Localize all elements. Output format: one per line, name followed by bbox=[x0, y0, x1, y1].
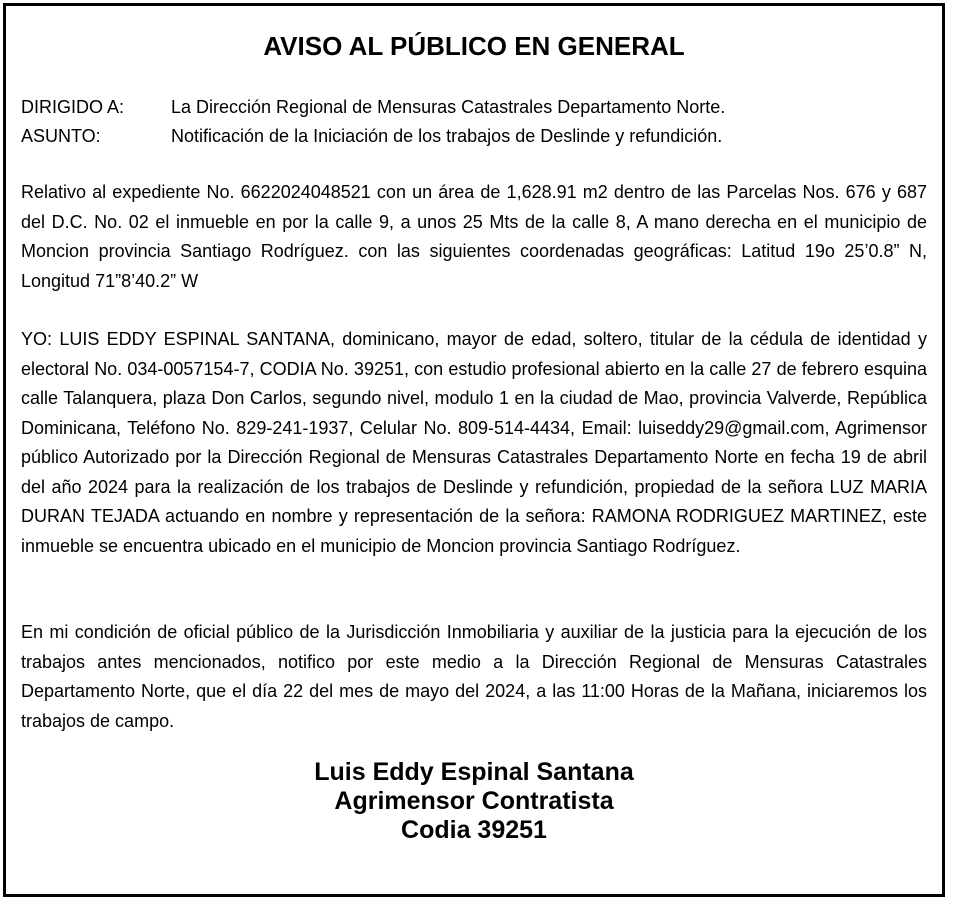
addressed-to-label: DIRIGIDO A: bbox=[21, 97, 125, 117]
signature-codia: Codia 39251 bbox=[401, 816, 547, 844]
addressed-to-row bbox=[21, 96, 725, 118]
signature-role: Agrimensor Contratista bbox=[334, 787, 614, 815]
addressed-to-value: La Dirección Regional de Mensuras Catastrales Departamento Norte. bbox=[171, 97, 726, 117]
signature-name: Luis Eddy Espinal Santana bbox=[314, 758, 634, 786]
signature-block bbox=[6, 758, 942, 845]
notice-frame bbox=[3, 3, 945, 897]
paragraph-property-details: Relativo al expediente No. 6622024048521 con un área de 1,628.91 m2 dentro de las Parcelas Nos. 676 y 687 del D.C. No. 02 el inmueble en por la calle 9, a unos 25 Mts de la calle 8, A mano derecha en el municipio de Moncion provincia Santiago Rodríguez. con las siguientes coordenadas geográficas: Latitud 19o 25’0.8” N, Longitud 71”8’40.2” W bbox=[21, 182, 927, 291]
paragraph-surveyor-identification: YO: LUIS EDDY ESPINAL SANTANA, dominicano, mayor de edad, soltero, titular de la cédula de identidad y electoral No. 034-0057154-7, CODIA No. 39251, con estudio profesional abierto en la calle 27 de febrero esquina calle Talanquera, plaza Don Carlos, segundo nivel, modulo 1 en la ciudad de Mao, provincia Valverde, República Dominicana, Teléfono No. 829-241-1937, Celular No. 809-514-4434, Email: luiseddy29@gmail.com, Agrimensor público Autorizado por la Dirección Regional de Mensuras Catastrales Departamento Norte en fecha 19 de abril del año 2024 para la realización de los trabajos de Deslinde y refundición, propiedad de la señora LUZ MARIA DURAN TEJADA actuando en nombre y representación de la señora: RAMONA RODRIGUEZ MARTINEZ, este inmueble se encuentra ubicado en el municipio de Moncion provincia Santiago Rodríguez. bbox=[21, 329, 927, 556]
subject-value: Notificación de la Iniciación de los trabajos de Deslinde y refundición. bbox=[171, 126, 723, 146]
notice-title: AVISO AL PÚBLICO EN GENERAL bbox=[263, 31, 685, 61]
subject-row bbox=[21, 125, 722, 147]
subject-label: ASUNTO: bbox=[21, 126, 101, 146]
paragraph-work-notification: En mi condición de oficial público de la Jurisdicción Inmobiliaria y auxiliar de la justicia para la ejecución de los trabajos antes mencionados, notifico por este medio a la Dirección Regional de Mensuras Catastrales Departamento Norte, que el día 22 del mes de mayo del 2024, a las 11:00 Horas de la Mañana, iniciaremos los trabajos de campo. bbox=[21, 622, 927, 731]
